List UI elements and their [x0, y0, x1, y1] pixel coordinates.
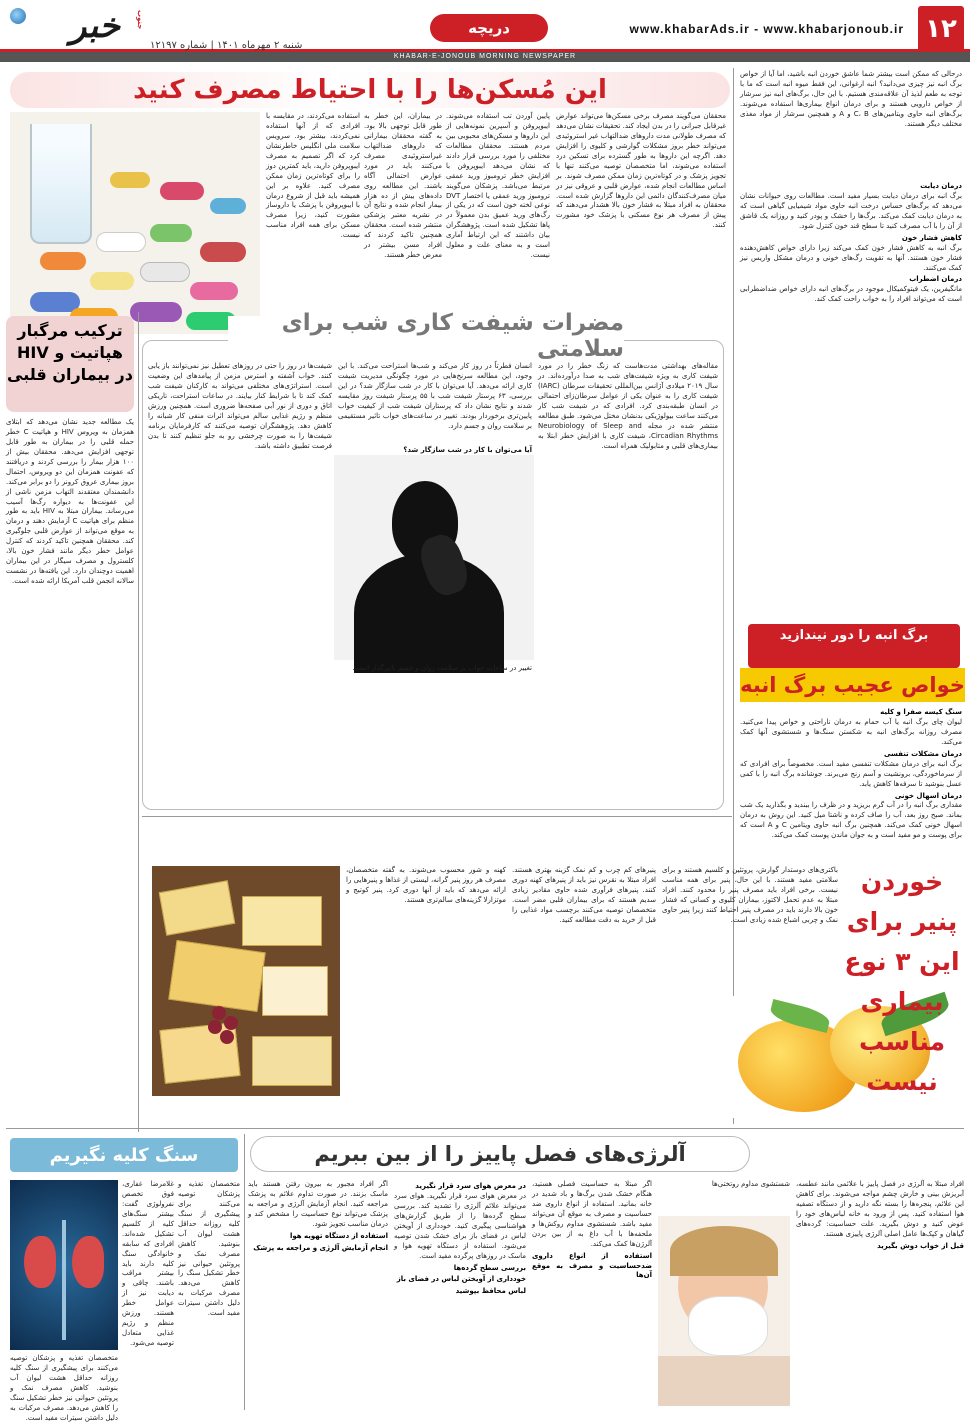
- section-label: دریچه: [430, 14, 548, 42]
- mango-tag: برگ انبه را دور نیندازید: [748, 624, 960, 668]
- mango-p2: برگ انبه به کاهش فشار خون کمک می‌کند زیرا دارای خواص کاهش‌دهنده فشار خون هستند. آنها به تقویت رگ‌های خونی و درمان مشکل واریس نیز کمک می‌کنند.: [740, 243, 962, 272]
- allergy-h6: خودداری از آویختن لباس در فضای باز: [396, 1275, 526, 1284]
- painkillers-col2: پایین آوردن تب استفاده می‌شوند. ایبوپروفن و آسپرین نمونه‌هایی از این داروها و مسکن‌های محبوبی بین مردم هستند. محققان مطالعات مختلفی را مورد بررسی قرار دادند که نشان می‌دهد ایبوپروفن با افزایش خطر ترومبوز ورید عمقی مرتبط می‌باشد. پزشکان می‌گویند ترومبوز ورید عمقی یا اختصار DVT نوعی لخته خون است که در یکی از رگ‌های ورید عمیق بدن معمولاً در پاها تشکیل شده است. پژوهشگران بیان داشتند که این ارتباط آماری است و به معنای علت و معلول نیست.: [446, 112, 550, 260]
- date-line: شنبه ۲ مهرماه ۱۴۰۱ | شماره ۱۲۱۹۷: [150, 40, 303, 51]
- mango-body-top: [740, 180, 962, 624]
- allergy-h4: در معرض هوای سرد قرار نگیرید: [415, 1182, 526, 1190]
- water-glass-icon: [30, 124, 92, 244]
- pills-image: [10, 112, 260, 334]
- grape-icon: [212, 1006, 226, 1020]
- shift-title: مضرات شیفت کاری شب برای سلامتی: [228, 316, 624, 356]
- mango-h3: درمان اضطراب: [909, 275, 962, 284]
- cheese-piece-icon: [262, 966, 328, 1016]
- cheese-piece-icon: [242, 896, 322, 946]
- pill-icon: [110, 172, 150, 188]
- mango-p5: برگ انبه برای درمان مشکلات تنفسی مفید است. مخصوصاً برای افرادی که از سرماخوردگی، برونشیت و آسم رنج می‌برند. جوشانده برگ انبه را با کمی عسل بنوشید تا سرفه‌ها کاهش یابد.: [740, 759, 962, 788]
- pill-icon: [160, 182, 204, 200]
- mango-h1: درمان دیابت: [920, 182, 962, 190]
- allergy-col1-text: افراد مبتلا به آلرژی در فصل پاییز با علائمی مانند عطسه، آبریزش بینی و خارش چشم مواجه می‌شوند. برای کاهش این علائم، پنجره‌ها را بسته نگه دارید و از دستگاه تصفیه هوا استفاده کنید. پس از ورود به خانه لباس‌های خود را عوض کنید و دوش بگیرید. علت حساسیت: گرده‌های گیاهان و کپک‌ها عامل اصلی آلرژی پاییزی هستند.: [796, 1180, 964, 1238]
- pill-icon: [200, 242, 246, 262]
- allergy-col2: [532, 1180, 652, 1410]
- allergy-col1: [796, 1180, 964, 1410]
- allergy-h7: استفاده از دستگاه تهویه هوا: [289, 1231, 388, 1240]
- logo-small: جنوب: [136, 10, 144, 30]
- cheese-piece-icon: [168, 940, 265, 1012]
- page-number: ۱۲: [918, 6, 964, 52]
- shift-question: آیا می‌توان با کار در شب سازگار شد؟: [403, 446, 532, 454]
- globe-icon: [10, 8, 26, 24]
- cheese-title: خوردن پنیر برای این ۳ نوع بیماری مناسب نیست: [844, 867, 960, 1096]
- pill-icon: [190, 282, 238, 300]
- painkillers-col3: در بیماران، این خطر به طور قابل توجهی بالا بود. به گفته محققان بیمارانی که داروهای ضدالتهاب غیراستروئیدی مصرف می‌کنند باید در مورد عوارض احتمالی آگاه باشند. این مطالعه روی داده‌های بیش از ده هزار بیمار انجام شده و نتایج آن در نشریه معتبر پزشکی منتشر شده است. محققان همچنین تاکید کردند که افراد مسن بیشتر در معرض خطر هستند.: [364, 112, 442, 260]
- english-banner: KHABAR-E-JONOUB MORNING NEWSPAPER: [0, 52, 970, 62]
- allergy-h8: انجام آزمایش آلرژی و مراجعه به پزشک: [253, 1243, 388, 1252]
- logo-word: خبر: [69, 6, 120, 46]
- mango-p3: مانگیفرین، یک فیتوکمیکال موجود در برگ‌های انبه دارای خواص ضداضطرابی است که می‌تواند افراد را به خواب راحت کمک کند.: [740, 285, 962, 304]
- mango-p1: برگ انبه برای درمان دیابت بسیار مفید است. مطالعات روی حیوانات نشان می‌دهد که برگ‌های حساس درخت انبه حاوی مواد شیمیایی گیاهی است که به درمان دیابت کمک می‌کند. برگ‌ها را خشک و پودر کنید و روزانه یک قاشق از آن را با آب مصرف کنید تا سطح قند خون کنترل شود.: [740, 191, 962, 230]
- painkillers-title: این مُسکن‌ها را با احتیاط مصرف کنید: [10, 72, 730, 108]
- pill-icon: [96, 232, 146, 252]
- painkillers-col4: استفاده می‌کردند، در مقایسه با افرادی که از آنها استفاده نمی‌کردند، بیشتر بود. سرویس سلامت ملی انگلیس خاطرنشان کرد که اگر تصمیم به مصرف ایبوپروفن دارید، باید کمترین دوز را برای کوتاه‌ترین زمان ممکن مصرف کنید. علاوه بر این همیشه باید قبل از شروع درمان با ایبوپروفن با پزشک یا داروساز مشورت کنید، زیرا مصرف مسکن برای همه افراد مناسب نیست.: [266, 112, 360, 240]
- mango-h4: سنگ کیسه صفرا و کلیه: [880, 708, 962, 716]
- hair-icon: [670, 1226, 778, 1276]
- allergy-h1: شستشوی مداوم روتختی‌ها: [711, 1180, 790, 1188]
- hepatitis-title: ترکیب مرگبار هپاتیت و HIV در بیماران قلبی: [6, 316, 134, 412]
- allergy-col3: [394, 1180, 526, 1410]
- cheese-image: [152, 866, 340, 1096]
- mango-p6: مقداری برگ انبه را در آب گرم بریزید و در ظرف را ببندید و بگذارید یک شب بماند. صبح روز بعد، آب را صاف کرده و ناشتا میل کنید. این روش به درمان اسهال خونی کمک می‌کند. همچنین برگ انبه حاوی ویتامین C و A است که برای پوست و مو مفید است و به جوان ماندن پوست کمک می‌کند.: [740, 801, 962, 840]
- cheese-col1: باکتری‌های دوستدار گوارش، پروتئین و کلسیم هستند و برای سلامتی مفید هستند. با این حال، پنیر برای همه مناسب نیست. برخی افراد باید مصرف پنیر را محدود کنند. افراد مبتلا به عدم تحمل لاکتوز، بیماران کلیوی و کسانی که فشار خون بالا دارند باید در مصرف پنیر احتیاط کنند زیرا پنیر حاوی نمک و چربی اشباع شده زیادی است.: [662, 866, 838, 924]
- kidney-col-tail: متخصصان تغذیه و پزشکان توصیه می‌کنند برای پیشگیری از سنگ کلیه روزانه حداقل هشت لیوان آب بنوشید. کاهش مصرف نمک و پروتئین حیوانی نیز خطر تشکیل سنگ را کاهش می‌دهد. مصرف مرکبات به دلیل داشتن سیترات مفید است.: [10, 1354, 118, 1422]
- mango-p4: لیوان چای برگ انبه یا آب حمام به درمان ناراحتی و خواص پیدا می‌کنید. مصرف روزانه برگ‌های انبه به شکستن سنگ‌ها و شستشوی آنها کمک می‌کند.: [740, 717, 962, 746]
- pill-icon: [150, 224, 192, 242]
- shift-caption: تغییر در ساعات خواب بر سلامت روان و جسم تاثیرگذار است.: [352, 664, 532, 672]
- mango-title: خواص عجیب برگ انبه: [740, 668, 965, 702]
- site-url[interactable]: www.khabarAds.ir - www.khabarjonoub.ir: [629, 22, 904, 36]
- mango-h2: کاهش فشار خون: [901, 233, 962, 242]
- shift-col1: مقاله‌های بهداشتی مدت‌هاست که زنگ خطر را در مورد شیفت کاری به ویژه شیفت‌های شب به صدا درآورده‌اند. در سال ۲۰۱۹ میلادی آژانس بین‌المللی تحقیقات سرطان (IARC) شیفت کاری را به عنوان یکی از عوامل سرطان‌زای احتمالی در انسان طبقه‌بندی کرد. افرادی که در شیفت شب کار می‌کنند ساعت بیولوژیکی بدنشان مختل می‌شود. طبق مطالعه منتشر شده در مجله Neurobiology of Sleep and Circadian Rhythms، شیفت کاری با افزایش خطر ابتلا به بیماری‌های قلبی و متابولیک همراه است.: [538, 362, 719, 450]
- kidney-image: [10, 1180, 118, 1350]
- pill-icon: [140, 262, 190, 282]
- allergy-col4: [248, 1180, 388, 1410]
- pill-icon: [90, 272, 134, 290]
- kidney-col2: غلامرضا غفاری، فوق تخصص نفرولوژی گفت: بیشتر سنگ‌های کلیه از کلسیم تشکیل شده‌اند. افرادی که سابقه خانوادگی سنگ کلیه دارند باید بیشتر مراقب باشند. چاقی و دیابت نیز از عوامل خطر هستند. ورزش منظم و رژیم غذایی متعادل توصیه می‌شود.: [122, 1180, 174, 1347]
- newspaper-logo[interactable]: [8, 6, 146, 46]
- tissue-icon: [688, 1296, 768, 1356]
- allergy-title: آلرژی‌های فصل پاییز را از بین ببریم: [250, 1136, 750, 1172]
- cheese-piece-icon: [252, 1036, 332, 1086]
- allergy-col3-text: در معرض هوای سرد قرار نگیرید. هوای سرد می‌تواند علائم آلرژی را تشدید کند. بررسی سطح گرده‌ها را از طریق گزارش‌های هواشناسی پیگیری کنید. خودداری از آویختن لباس در فضای باز برای خشک شدن توصیه می‌شود. استفاده از دستگاه تهویه هوا و ماسک در روزهای پرگرده مفید است.: [394, 1191, 526, 1260]
- painkillers-col1: محققان می‌گویند مصرف برخی مسکن‌ها می‌تواند عوارض غیرقابل جبرانی را در بدن ایجاد کند. تحقیقات نشان می‌دهد که مصرف طولانی مدت داروهای ضدالتهاب غیر استروئیدی می‌تواند خطر بروز مشکلات گوارشی و کلیوی را افزایش دهد. اگرچه این داروها به طور گسترده برای تسکین درد استفاده می‌شوند، اما متخصصان توصیه می‌کنند تنها با تجویز پزشک و در کوتاه‌ترین زمان ممکن مصرف شوند. بر اساس مطالعات انجام شده، عوارض قلبی و عروقی نیز در میان مصرف‌کنندگان دائمی این داروها گزارش شده است. محققان به افراد مبتلا به فشار خون بالا هشدار می‌دهند که پیش از مصرف هر نوع مسکنی با پزشک خود مشورت کنند.: [556, 112, 726, 230]
- allergy-h2: استفاده از انواع داروی ضدحساسیت و مصرف به موقع آن‌ها: [532, 1251, 652, 1280]
- shirt-icon: [658, 1356, 790, 1406]
- hepatitis-body: یک مطالعه جدید نشان می‌دهد که ابتلای همزمان به ویروس HIV و هپاتیت C خطر حمله قلبی را در بیماران به طور قابل توجهی افزایش می‌دهد. محققان بیش از ۱۰۰ هزار بیمار را بررسی کردند و دریافتند که عفونت همزمان این دو ویروس، احتمال بروز بیماری عروق کرونر را دو برابر می‌کند. دانشمندان معتقدند التهاب مزمن ناشی از این عفونت‌ها به دیواره رگ‌ها آسیب می‌رساند. بیماران مبتلا به HIV باید به طور منظم برای هپاتیت C آزمایش دهند و درمان به موقع می‌تواند از عوارض قلبی جلوگیری کند. محققان همچنین تاکید کردند که کنترل عوامل خطر دیگر مانند فشار خون بالا، کلسترول و مصرف سیگار در این بیماران اهمیت دوچندان دارد. این یافته‌ها در نشست سالانه انجمن قلب آمریکا ارائه شده است.: [6, 418, 134, 585]
- kidney-icon: [24, 1236, 56, 1288]
- allergy-h5: بررسی سطح گرده‌ها: [453, 1263, 526, 1272]
- kidney-icon: [72, 1236, 104, 1288]
- mango-h5: درمان مشکلات تنفسی: [883, 749, 962, 758]
- kidney-col1: متخصصان تغذیه و پزشکان توصیه می‌کنند برای پیشگیری از سنگ کلیه روزانه حداقل هشت لیوان آب بنوشید. کاهش مصرف نمک و پروتئین حیوانی نیز خطر تشکیل سنگ را کاهش می‌دهد. مصرف مرکبات به دلیل داشتن سیترات مفید است.: [178, 1180, 240, 1318]
- kidney-title: سنگ کلیه نگیریم: [10, 1138, 238, 1172]
- allergy-h9: لباس محافظ بپوشید: [455, 1287, 526, 1296]
- cheese-col3: کهنه و شور محسوب می‌شوند. به گفته متخصصان، مصرف هر روز پنیر گرانه، لیستی از غذاها و پنیرهایی را ارائه می‌دهد که باید از آنها دوری کرد. پنیر کوتیج و موتزارلا گزینه‌های سالم‌تری هستند.: [346, 866, 506, 904]
- allergy-image: [658, 1216, 790, 1406]
- shift-col3: شیفت‌ها در روز را حتی در روزهای تعطیل نیز نمی‌توانند باز یابی کنند. خواب آشفته و استرس مزمن از پیامدهای این وضعیت است. استراتژی‌های مختلفی می‌تواند به کارکنان شیفت شب کمک کند تا با شرایط کنار بیایند. در ساعات استراحت، تاریکی اتاق و دوری از نور آبی صفحه‌ها ضروری است. همچنین ورزش منظم و رژیم غذایی سالم می‌تواند اثرات منفی کار شبانه را کاهش دهد. پژوهشگران توصیه می‌کنند که کارفرمایان برنامه شیفت‌ها را به صورت چرخشی رو به جلو تنظیم کنند تا بدن فرصت تطبیق داشته باشد.: [148, 362, 332, 450]
- cheese-piece-icon: [159, 880, 236, 935]
- spine-icon: [62, 1220, 66, 1340]
- grape-icon: [220, 1030, 234, 1044]
- mango-h6: درمان اسهال خونی: [894, 791, 962, 800]
- pill-icon: [210, 198, 246, 214]
- allergy-col4-text: اگر افراد مجبور به بیرون رفتن هستند باید ماسک بزنند. در صورت تداوم علائم به پزشک مراجعه کنید. انجام آزمایش آلرژی و مراجعه به پزشک می‌تواند نوع حساسیت را مشخص کند و درمان مناسب تجویز شود.: [248, 1180, 388, 1228]
- allergy-h3: قبل از خواب دوش بگیرید: [877, 1241, 964, 1250]
- shift-col2: انسان فطرتاً در روز کار می‌کند و شب‌ها استراحت می‌کند. با این وجود، این مطالعه سرنخ‌هایی در مورد چگونگی مدیریت شیفت کاری ارائه می‌دهد. آیا می‌توان با کار در شب سازگار شد؟ در این بررسی، ۶۳ پرستار شیفت شب با ۵۵ پرستار شیفت روز مقایسه شدند و نتایج نشان داد که پرستاران شیفت شب از کیفیت خواب پایین‌تری برخوردار بودند. تغییر در ساعت‌های خواب تاثیر مستقیمی بر سلامت روان و جسم دارد.: [338, 362, 532, 430]
- cheese-col2: پنیرهای کم چرب و کم نمک گزینه بهتری هستند. افراد مبتلا به نقرس نیز باید از پنیرهای کهنه دوری کنند. پنیرهای فرآوری شده حاوی مقادیر زیادی سدیم هستند که برای بیماران قلبی مضر است. متخصصان توصیه می‌کنند برچسب مواد غذایی را قبل از خرید به دقت مطالعه کنید.: [512, 866, 656, 924]
- mango-intro: درحالی که ممکن است بیشتر شما عاشق خوردن انبه باشید، اما آیا از خواص برگ انبه نیز چیزی می‌دانید؟ انبه ارغوانی، این فقط میوه انبه است که ما با توجه به طعم لذیذ آن علاقه‌مندی هستیم. با این حال، برگ‌های انبه نیز سرشار از خواص دارویی هستند و برای درمان انواع بیماری‌ها استفاده می‌شوند. برگ‌های انبه حاوی ویتامین‌های C، B و A و همچنین سرشار از مواد مغذی مختلف دیگر هستند.: [740, 70, 962, 128]
- grape-icon: [224, 1016, 238, 1030]
- grape-icon: [208, 1020, 222, 1034]
- pill-icon: [40, 252, 86, 270]
- allergy-col2-text: اگر مبتلا به حساسیت فصلی هستید، هنگام خشک شدن برگ‌ها و باد شدید در خانه بمانید. استفاده از انواع داروی ضد حساسیت و مصرف به موقع آن می‌تواند مفید باشد. شستشوی مداوم روکش‌ها و ملحفه‌ها با آب داغ به از بین بردن آلرژن‌ها کمک می‌کند.: [532, 1180, 652, 1248]
- night-shift-image: [334, 455, 534, 660]
